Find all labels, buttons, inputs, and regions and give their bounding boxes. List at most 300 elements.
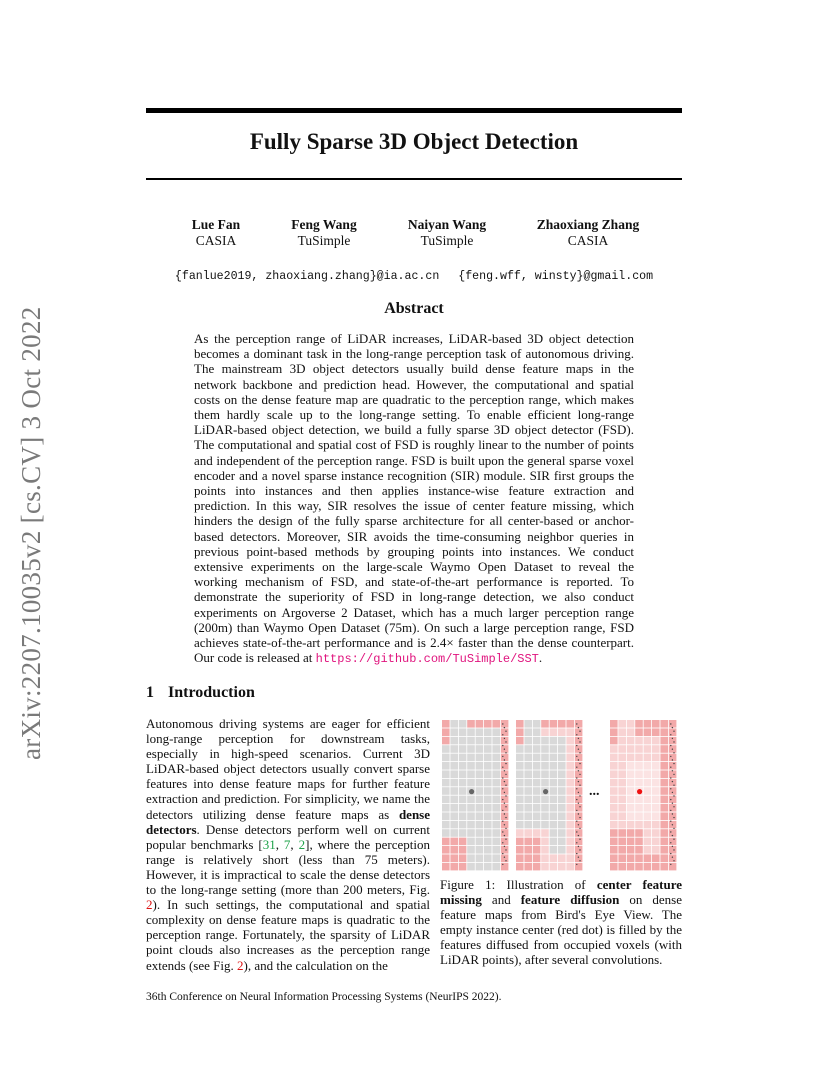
lidar-point [673, 785, 674, 786]
lidar-point [673, 731, 674, 732]
grid-cell [459, 846, 467, 854]
grid-cell [492, 745, 500, 753]
lidar-point [502, 723, 503, 724]
abstract-end: . [538, 650, 543, 666]
grid-cell [566, 762, 574, 770]
grid-cell [484, 787, 492, 795]
grid-cell [558, 863, 566, 871]
grid-cell [450, 812, 458, 820]
grid-cell [450, 720, 458, 728]
grid-cell [669, 762, 677, 770]
grid-cell [459, 720, 467, 728]
grid-cell [516, 846, 524, 854]
grid-cell [566, 829, 574, 837]
intro-text: ), and the calculation on the [243, 957, 388, 973]
lidar-point [578, 803, 579, 804]
grid-cell [501, 863, 509, 871]
grid-cell [618, 762, 626, 770]
lidar-point [579, 828, 580, 829]
grid-cell [442, 737, 450, 745]
lidar-point [670, 799, 671, 800]
grid-cell [644, 854, 652, 862]
grid-cell [476, 745, 484, 753]
citation-link[interactable]: 31 [262, 836, 276, 852]
grid-cell [516, 804, 524, 812]
grid-cell [575, 762, 583, 770]
grid-cell [627, 854, 635, 862]
lidar-point [578, 738, 579, 739]
grid-cell [610, 762, 618, 770]
grid-cell [627, 804, 635, 812]
grid-cell [459, 796, 467, 804]
grid-cell [550, 804, 558, 812]
grid-cell [476, 754, 484, 762]
lidar-point [576, 734, 577, 735]
conference-footer: 36th Conference on Neural Information Processing Systems (NeurIPS 2022). [146, 991, 502, 1003]
lidar-point [579, 731, 580, 732]
grid-cell [476, 737, 484, 745]
lidar-point [670, 734, 671, 735]
grid-cell [450, 804, 458, 812]
grid-cell [644, 737, 652, 745]
lidar-point [672, 824, 673, 825]
grid-cell [533, 770, 541, 778]
grid-cell [644, 846, 652, 854]
feature-map-panel-1 [442, 720, 508, 870]
lidar-point [502, 767, 503, 768]
grid-cell [533, 796, 541, 804]
grid-cell [484, 779, 492, 787]
grid-cell [442, 829, 450, 837]
grid-cell [533, 737, 541, 745]
lidar-point [672, 749, 673, 750]
grid-cell [669, 728, 677, 736]
grid-cell [610, 854, 618, 862]
grid-cell [533, 821, 541, 829]
grid-cell [492, 821, 500, 829]
grid-cell [524, 745, 532, 753]
grid-cell [669, 863, 677, 871]
grid-cell [450, 796, 458, 804]
lidar-point [576, 767, 577, 768]
grid-cell [442, 796, 450, 804]
lidar-point [672, 770, 673, 771]
grid-cell [533, 745, 541, 753]
grid-cell [550, 779, 558, 787]
grid-cell [558, 854, 566, 862]
lidar-point [502, 831, 503, 832]
grid-cell [541, 812, 549, 820]
grid-cell [524, 779, 532, 787]
lidar-point [579, 795, 580, 796]
grid-cell [627, 745, 635, 753]
grid-cell [644, 796, 652, 804]
lidar-point [578, 781, 579, 782]
grid-cell [533, 846, 541, 854]
grid-cell [459, 863, 467, 871]
grid-cell [618, 779, 626, 787]
grid-cell [541, 770, 549, 778]
grid-cell [492, 770, 500, 778]
grid-cell [575, 846, 583, 854]
lidar-point [672, 738, 673, 739]
grid-cell [533, 863, 541, 871]
grid-cell [459, 737, 467, 745]
lidar-point [670, 853, 671, 854]
grid-cell [644, 787, 652, 795]
grid-cell [467, 754, 475, 762]
lidar-point [673, 795, 674, 796]
grid-cell [618, 720, 626, 728]
grid-cell [575, 779, 583, 787]
grid-cell [635, 863, 643, 871]
grid-cell [450, 754, 458, 762]
grid-cell [660, 846, 668, 854]
grid-cell [558, 812, 566, 820]
title-top-rule [146, 108, 682, 113]
grid-cell [467, 804, 475, 812]
intro-text: ], where the perception range is relatively short (less than 75 meters). However, it is impractical to scale the dense detectors to the long-range setting (more than 200 meters, Fig. [146, 836, 430, 898]
grid-cell [484, 829, 492, 837]
grid-cell [492, 762, 500, 770]
lidar-point [504, 770, 505, 771]
grid-cell [558, 737, 566, 745]
grid-cell [550, 812, 558, 820]
lidar-point [578, 770, 579, 771]
grid-cell [627, 787, 635, 795]
lidar-point [579, 839, 580, 840]
grid-cell [652, 846, 660, 854]
grid-cell [541, 762, 549, 770]
author-name: Feng Wang [291, 217, 357, 232]
lidar-point [670, 777, 671, 778]
lidar-point [576, 756, 577, 757]
grid-cell [524, 796, 532, 804]
abstract-body [194, 331, 634, 667]
grid-cell [660, 754, 668, 762]
grid-cell [484, 762, 492, 770]
grid-cell [533, 838, 541, 846]
instance-center-dot [469, 789, 474, 794]
grid-cell [467, 863, 475, 871]
grid-cell [566, 787, 574, 795]
grid-cell [550, 787, 558, 795]
figure-link[interactable]: 2 [236, 957, 244, 973]
lidar-point [504, 857, 505, 858]
grid-cell [635, 720, 643, 728]
grid-cell [476, 854, 484, 862]
grid-cell [484, 770, 492, 778]
grid-cell [644, 754, 652, 762]
grid-cell [660, 779, 668, 787]
grid-cell [467, 821, 475, 829]
grid-cell [627, 728, 635, 736]
lidar-point [576, 788, 577, 789]
author-name: Zhaoxiang Zhang [536, 217, 640, 232]
lidar-point [670, 788, 671, 789]
grid-cell [566, 863, 574, 871]
grid-cell [459, 762, 467, 770]
grid-cell [484, 754, 492, 762]
lidar-point [576, 745, 577, 746]
section-title: Introduction [168, 684, 255, 701]
grid-cell [627, 829, 635, 837]
grid-cell [635, 737, 643, 745]
grid-cell [652, 745, 660, 753]
instance-center-dot [543, 789, 548, 794]
figure-link[interactable]: 2 [146, 897, 153, 913]
lidar-point [502, 788, 503, 789]
lidar-point [505, 817, 506, 818]
lidar-point [504, 824, 505, 825]
lidar-point [673, 806, 674, 807]
grid-cell [575, 804, 583, 812]
grid-cell [501, 854, 509, 862]
grid-cell [484, 846, 492, 854]
grid-cell [492, 720, 500, 728]
grid-cell [516, 762, 524, 770]
citation-link[interactable]: 2 [298, 836, 306, 852]
grid-cell [533, 812, 541, 820]
grid-cell [652, 787, 660, 795]
grid-cell [618, 728, 626, 736]
grid-cell [501, 838, 509, 846]
grid-cell [541, 863, 549, 871]
grid-cell [610, 838, 618, 846]
lidar-point [670, 810, 671, 811]
grid-cell [575, 863, 583, 871]
grid-cell [652, 854, 660, 862]
grid-cell [516, 737, 524, 745]
grid-cell [635, 838, 643, 846]
lidar-point [672, 759, 673, 760]
lidar-point [504, 835, 505, 836]
grid-cell [610, 829, 618, 837]
author-affiliation: TuSimple [420, 233, 474, 248]
grid-cell [524, 829, 532, 837]
grid-cell [644, 728, 652, 736]
grid-cell [524, 720, 532, 728]
grid-cell [516, 787, 524, 795]
grid-cell [652, 720, 660, 728]
lidar-point [578, 727, 579, 728]
grid-cell [450, 762, 458, 770]
grid-cell [467, 829, 475, 837]
grid-cell [575, 728, 583, 736]
grid-cell [627, 838, 635, 846]
grid-cell [459, 745, 467, 753]
lidar-point [672, 803, 673, 804]
grid-cell [627, 779, 635, 787]
lidar-point [576, 777, 577, 778]
grid-cell [467, 779, 475, 787]
grid-cell [618, 737, 626, 745]
feature-map-panel-2 [516, 720, 582, 870]
section-heading [146, 684, 255, 702]
grid-cell [558, 754, 566, 762]
grid-cell [669, 796, 677, 804]
grid-cell [660, 804, 668, 812]
grid-cell [652, 829, 660, 837]
grid-cell [459, 728, 467, 736]
grid-cell [492, 728, 500, 736]
lidar-point [673, 828, 674, 829]
grid-cell [644, 838, 652, 846]
author-affiliation: CASIA [567, 233, 609, 248]
lidar-point [576, 831, 577, 832]
grid-cell [618, 863, 626, 871]
lidar-point [502, 810, 503, 811]
lidar-point [578, 846, 579, 847]
grid-cell [533, 854, 541, 862]
grid-cell [627, 812, 635, 820]
grid-cell [610, 787, 618, 795]
grid-cell [516, 829, 524, 837]
grid-cell [467, 745, 475, 753]
grid-cell [635, 854, 643, 862]
lidar-point [505, 763, 506, 764]
grid-cell [550, 728, 558, 736]
lidar-point [504, 781, 505, 782]
grid-cell [566, 737, 574, 745]
grid-cell [476, 804, 484, 812]
intro-text: , [290, 836, 299, 852]
grid-cell [476, 720, 484, 728]
grid-cell [501, 720, 509, 728]
grid-cell [533, 804, 541, 812]
grid-cell [476, 863, 484, 871]
grid-cell [669, 787, 677, 795]
lidar-point [672, 857, 673, 858]
grid-cell [635, 829, 643, 837]
lidar-point [673, 741, 674, 742]
lidar-point [576, 853, 577, 854]
grid-cell [669, 804, 677, 812]
grid-cell [652, 728, 660, 736]
grid-cell [484, 728, 492, 736]
grid-cell [652, 737, 660, 745]
grid-cell [524, 821, 532, 829]
grid-cell [660, 737, 668, 745]
grid-cell [644, 863, 652, 871]
grid-cell [450, 745, 458, 753]
grid-cell [501, 728, 509, 736]
grid-cell [541, 829, 549, 837]
grid-cell [566, 821, 574, 829]
lidar-point [672, 813, 673, 814]
intro-text: ). In such settings, the computational and spatial complexity on dense feature maps is quadratic to the perception range. Fortunately, the sparsity of LiDAR point clouds also increases as the perception range extends (see Fig. [146, 897, 430, 973]
grid-cell [484, 796, 492, 804]
grid-cell [524, 762, 532, 770]
lidar-point [672, 781, 673, 782]
grid-cell [660, 796, 668, 804]
grid-cell [558, 838, 566, 846]
grid-cell [627, 846, 635, 854]
lidar-point [578, 759, 579, 760]
grid-cell [459, 829, 467, 837]
figure-caption [440, 877, 682, 968]
instance-center-dot [637, 789, 642, 794]
grid-cell [558, 770, 566, 778]
grid-cell [524, 863, 532, 871]
grid-cell [610, 812, 618, 820]
grid-cell [442, 854, 450, 862]
lidar-point [673, 849, 674, 850]
grid-cell [442, 812, 450, 820]
grid-cell [660, 720, 668, 728]
grid-cell [652, 804, 660, 812]
lidar-point [505, 795, 506, 796]
grid-cell [459, 804, 467, 812]
lidar-point [576, 821, 577, 822]
grid-cell [524, 770, 532, 778]
lidar-point [672, 727, 673, 728]
grid-cell [450, 829, 458, 837]
grid-cell [541, 796, 549, 804]
citation-link[interactable]: 7 [283, 836, 291, 852]
grid-cell [627, 821, 635, 829]
grid-cell [558, 762, 566, 770]
grid-cell [484, 745, 492, 753]
grid-cell [459, 787, 467, 795]
code-link[interactable]: https://github.com/TuSimple/SST [315, 652, 539, 667]
grid-cell [450, 854, 458, 862]
grid-cell [516, 745, 524, 753]
grid-cell [644, 812, 652, 820]
grid-cell [669, 846, 677, 854]
lidar-point [504, 727, 505, 728]
grid-cell [550, 762, 558, 770]
grid-cell [516, 854, 524, 862]
grid-cell [442, 804, 450, 812]
lidar-point [579, 741, 580, 742]
lidar-point [576, 864, 577, 865]
grid-cell [644, 745, 652, 753]
lidar-point [505, 839, 506, 840]
grid-cell [476, 762, 484, 770]
lidar-point [505, 752, 506, 753]
lidar-point [504, 846, 505, 847]
grid-cell [501, 846, 509, 854]
grid-cell [610, 720, 618, 728]
grid-cell [635, 812, 643, 820]
grid-cell [566, 770, 574, 778]
grid-cell [566, 846, 574, 854]
figure-1 [440, 716, 682, 876]
grid-cell [660, 863, 668, 871]
grid-cell [484, 854, 492, 862]
lidar-point [502, 734, 503, 735]
grid-cell [575, 838, 583, 846]
grid-cell [652, 796, 660, 804]
grid-cell [442, 762, 450, 770]
grid-cell [618, 787, 626, 795]
intro-bold-term: dense detectors [146, 806, 431, 837]
grid-cell [669, 779, 677, 787]
lidar-point [576, 799, 577, 800]
grid-cell [575, 854, 583, 862]
grid-cell [618, 846, 626, 854]
caption-text: on dense feature maps from Bird's Eye View. The empty instance center (red dot) is filled by the features diffused from occupied voxels (with LiDAR points), after several convolutions. [440, 892, 682, 968]
grid-cell [660, 787, 668, 795]
lidar-point [505, 828, 506, 829]
grid-cell [541, 728, 549, 736]
abstract-heading: Abstract [384, 300, 444, 317]
grid-cell [550, 854, 558, 862]
grid-cell [459, 779, 467, 787]
grid-cell [501, 787, 509, 795]
lidar-point [672, 846, 673, 847]
